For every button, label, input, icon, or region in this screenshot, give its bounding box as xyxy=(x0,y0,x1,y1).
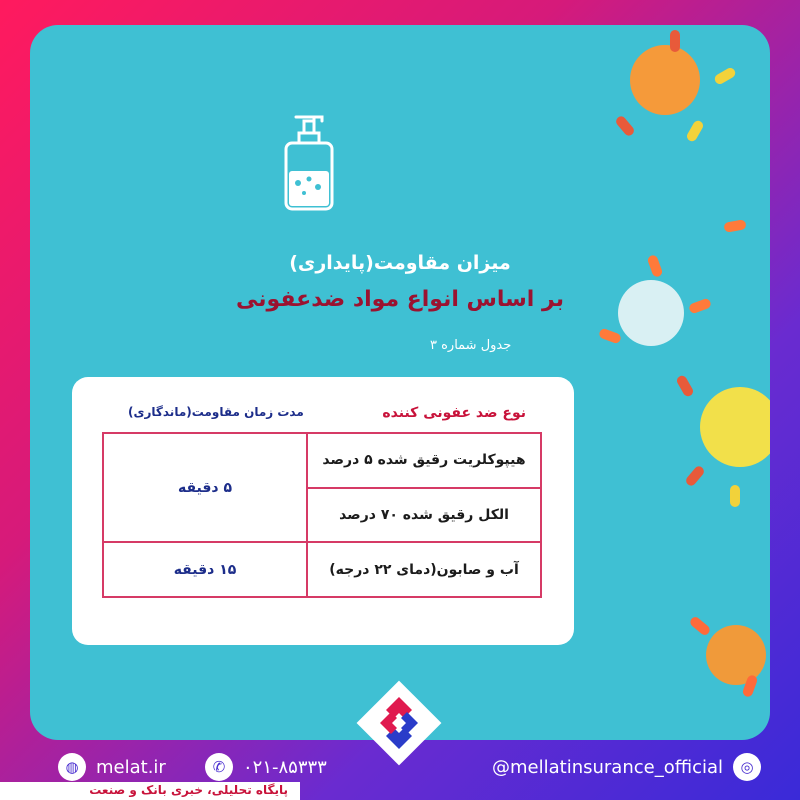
disinfectant-cell: الکل رقیق شده ۷۰ درصد xyxy=(307,488,541,543)
bottom-strip xyxy=(0,782,300,800)
table-number: جدول شماره ۳ xyxy=(430,338,512,353)
table-card xyxy=(72,377,574,645)
table-row xyxy=(103,433,541,488)
table-row xyxy=(103,542,541,597)
website-item[interactable] xyxy=(58,753,166,781)
instagram-item[interactable] xyxy=(492,753,761,781)
virus-spike xyxy=(614,114,636,137)
virus-illustration-3 xyxy=(700,387,770,467)
virus-spike xyxy=(730,485,740,507)
disinfectant-cell: آب و صابون(دمای ۲۲ درجه) xyxy=(307,542,541,597)
disinfectant-cell: هیپوکلریت رقیق شده ۵ درصد xyxy=(307,433,541,488)
duration-cell: ۱۵ دقیقه xyxy=(103,542,307,597)
virus-spike xyxy=(675,374,695,398)
instagram-icon: ◎ xyxy=(733,753,761,781)
soap-dispenser-icon xyxy=(282,113,338,213)
virus-illustration-1 xyxy=(630,45,700,115)
virus-spike xyxy=(723,219,746,233)
title-line-1: میزان مقاومت(پایداری) xyxy=(289,252,511,274)
phone-icon: ✆ xyxy=(205,753,233,781)
content-panel xyxy=(30,25,770,740)
virus-illustration-4 xyxy=(706,625,766,685)
phone-item[interactable] xyxy=(205,753,327,781)
virus-spike xyxy=(685,119,705,143)
virus-spike xyxy=(684,464,706,487)
website-text: melat.ir xyxy=(96,756,166,778)
title-line-2: بر اساس انواع مواد ضدعفونی xyxy=(236,287,564,312)
phone-text: ۰۲۱-۸۵۳۳۳ xyxy=(243,756,327,778)
globe-icon: ◍ xyxy=(58,753,86,781)
virus-spike xyxy=(713,66,737,86)
virus-spike xyxy=(670,30,680,52)
virus-spike xyxy=(688,615,711,637)
duration-column-header: مدت زمان مقاومت(ماندگاری) xyxy=(128,405,304,419)
duration-cell: ۵ دقیقه xyxy=(103,433,307,542)
disinfectant-column-header: نوع ضد عفونی کننده xyxy=(382,405,526,421)
instagram-text: @mellatinsurance_official xyxy=(492,756,724,778)
virus-spike xyxy=(598,328,622,345)
resistance-table xyxy=(102,432,542,598)
bottom-strip-text: پایگاه تحلیلی، خبری بانک و صنعت xyxy=(89,783,288,797)
